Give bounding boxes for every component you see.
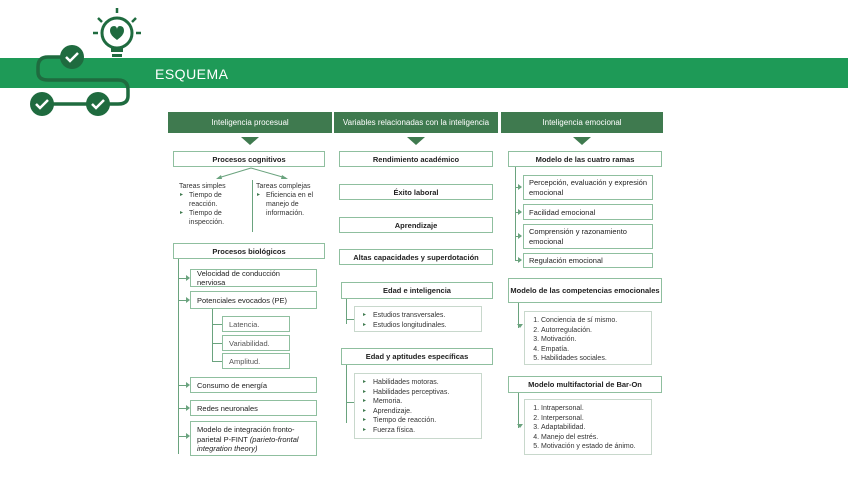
list-item: 5. Habilidades sociales. bbox=[541, 354, 645, 364]
tareas-simples bbox=[179, 182, 251, 227]
list-item: 4. Empatía. bbox=[541, 345, 645, 355]
col2-arrow-icon bbox=[407, 137, 425, 145]
edad-list bbox=[354, 306, 482, 332]
list-item: ▸ Habilidades perceptivas. bbox=[373, 388, 475, 398]
rama-comprension: Comprensión y razonamiento emocional bbox=[523, 224, 653, 249]
list-item: ▸ Memoria. bbox=[373, 397, 475, 407]
list-item: ▸ Eficiencia en el manejo de información. bbox=[266, 191, 326, 218]
connector-arrow-icon bbox=[518, 257, 522, 263]
tareas-complejas-title: Tareas complejas bbox=[256, 183, 311, 190]
list-item: 3. Motivación. bbox=[541, 335, 645, 345]
connector-arrow-icon bbox=[517, 424, 523, 428]
roadmap-lightbulb-icon bbox=[0, 0, 150, 125]
col2-box-aprendizaje: Aprendizaje bbox=[339, 217, 493, 233]
competencias-list bbox=[524, 311, 652, 365]
connector-arrow-icon bbox=[518, 209, 522, 215]
list-item: 2. Autorregulación. bbox=[541, 326, 645, 336]
list-item: ▸ Tiempo de reacción. bbox=[189, 191, 251, 209]
col1-header: Inteligencia procesual bbox=[168, 112, 332, 133]
list-item: ▸ Estudios longitudinales. bbox=[373, 321, 475, 331]
list-item: 2. Interpersonal. bbox=[541, 414, 645, 424]
pfit-italic-text: (parieto-frontal integration theory) bbox=[197, 434, 299, 453]
inteligencia-diagram bbox=[166, 112, 662, 462]
col2-header: Variables relacionadas con la inteligencia bbox=[334, 112, 498, 133]
aptitudes-connector-line bbox=[346, 365, 347, 423]
list-item: ▸ Habilidades motoras. bbox=[373, 378, 475, 388]
bio-item-velocidad: Velocidad de conducción nerviosa bbox=[190, 269, 317, 287]
bar-on-connector-line bbox=[518, 393, 519, 428]
aptitudes-list bbox=[354, 373, 482, 439]
divider bbox=[252, 180, 253, 232]
list-item: 5. Motivación y estado de ánimo. bbox=[541, 442, 645, 452]
connector-arrow-icon bbox=[518, 184, 522, 190]
bio-item-potenciales: Potenciales evocados (PE) bbox=[190, 291, 317, 309]
col3-arrow-icon bbox=[573, 137, 591, 145]
tareas-complejas bbox=[256, 182, 326, 218]
list-item: ▸ Estudios transversales. bbox=[373, 311, 475, 321]
bio-connector-line bbox=[178, 259, 179, 454]
bio-item-consumo: Consumo de energía bbox=[190, 377, 317, 393]
ramas-connector-line bbox=[515, 167, 516, 261]
list-item: ▸ Fuerza física. bbox=[373, 426, 475, 436]
rama-regulacion: Regulación emocional bbox=[523, 253, 653, 268]
col3-header: Inteligencia emocional bbox=[501, 112, 663, 133]
tareas-simples-title: Tareas simples bbox=[179, 183, 226, 190]
list-item: 1. Intrapersonal. bbox=[541, 404, 645, 414]
list-item: ▸ Aprendizaje. bbox=[373, 407, 475, 417]
rama-facilidad: Facilidad emocional bbox=[523, 204, 653, 220]
competencias-box: Modelo de las competencias emocionales bbox=[508, 278, 662, 303]
connector bbox=[212, 343, 222, 344]
pfit-text: Modelo de integración fronto-parietal P-FINT bbox=[197, 425, 295, 444]
pe-amplitud: Amplitud. bbox=[222, 353, 290, 369]
list-item: 3. Adaptabilidad. bbox=[541, 423, 645, 433]
aptitudes-box: Edad y aptitudes específicas bbox=[341, 348, 493, 365]
rama-percepcion: Percepción, evaluación y expresión emocional bbox=[523, 175, 653, 200]
connector bbox=[346, 319, 354, 320]
col2-box-altas-capacidades: Altas capacidades y superdotación bbox=[339, 249, 493, 265]
pe-connector-line bbox=[212, 309, 213, 361]
cuatro-ramas-box: Modelo de las cuatro ramas bbox=[508, 151, 662, 167]
edad-connector-line bbox=[346, 299, 347, 324]
cognitive-branch-arrows bbox=[206, 167, 316, 181]
edad-inteligencia-box: Edad e inteligencia bbox=[341, 282, 493, 299]
list-item: ▸ Tiempo de reacción. bbox=[373, 416, 475, 426]
bio-item-pfit bbox=[190, 421, 317, 456]
col2-box-rendimiento: Rendimiento académico bbox=[339, 151, 493, 167]
col1-arrow-icon bbox=[241, 137, 259, 145]
pe-latencia: Latencia. bbox=[222, 316, 290, 332]
pe-variabilidad: Variabilidad. bbox=[222, 335, 290, 351]
bar-on-box: Modelo multifactorial de Bar-On bbox=[508, 376, 662, 393]
bio-item-redes: Redes neuronales bbox=[190, 400, 317, 416]
connector bbox=[212, 324, 222, 325]
procesos-biologicos-box: Procesos biológicos bbox=[173, 243, 325, 259]
connector-arrow-icon bbox=[517, 324, 523, 328]
list-item: ▸ Tiempo de inspección. bbox=[189, 209, 251, 227]
procesos-cognitivos-box: Procesos cognitivos bbox=[173, 151, 325, 167]
page-title: ESQUEMA bbox=[155, 66, 229, 82]
connector-arrow-icon bbox=[518, 233, 522, 239]
connector bbox=[346, 402, 354, 403]
col2-box-exito: Éxito laboral bbox=[339, 184, 493, 200]
bar-on-list bbox=[524, 399, 652, 455]
connector bbox=[212, 361, 222, 362]
list-item: 1. Conciencia de sí mismo. bbox=[541, 316, 645, 326]
list-item: 4. Manejo del estrés. bbox=[541, 433, 645, 443]
